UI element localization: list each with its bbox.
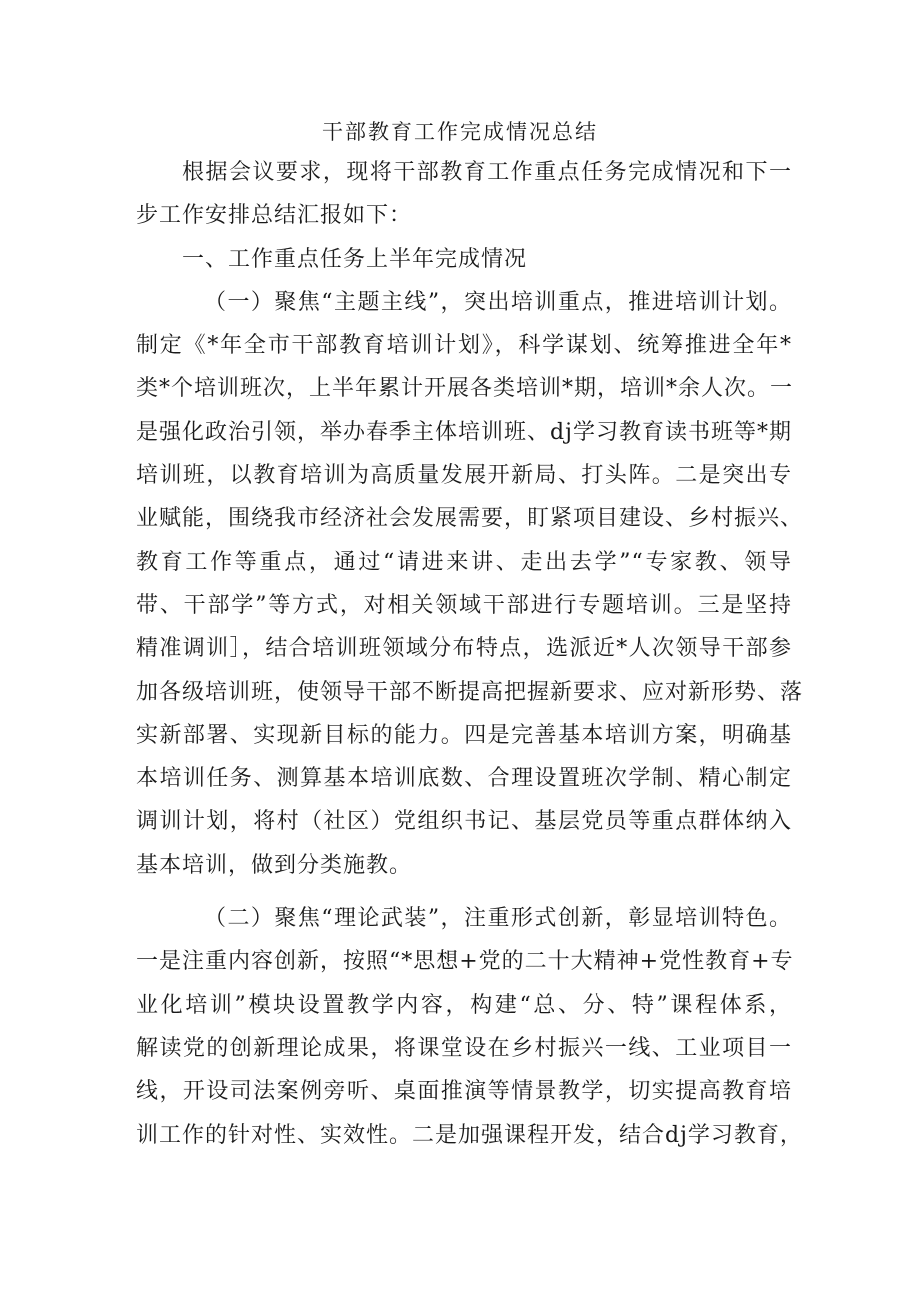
paragraph-line: 根据会议要求，现将干部教育工作重点任务完成情况和下一 bbox=[182, 160, 792, 185]
subsection-heading: （二）聚焦“理论武装”，注重形式创新，彰显培训特色。 bbox=[204, 906, 792, 932]
paragraph-line: 类*个培训班次，上半年累计开展各类培训*期，培训*余人次。一 bbox=[136, 376, 794, 402]
paragraph-line: 步工作安排总结汇报如下： bbox=[136, 203, 413, 229]
paragraph-line: 精准调训］，结合培训班领域分布特点，选派近*人次领导干部参 bbox=[136, 636, 792, 662]
paragraph-line: 业化培训”模块设置教学内容，构建“总、分、特”课程体系， bbox=[136, 992, 792, 1018]
paragraph-line: 是强化政治引领，举办春季主体培训班、dj学习教育读书班等*期 bbox=[136, 419, 792, 445]
paragraph-line: 一是注重内容创新，按照“*思想+党的二十大精神+党性教育+专 bbox=[136, 949, 794, 975]
paragraph-line: 教育工作等重点，通过“请进来讲、走出去学”“专家教、领导 bbox=[136, 549, 792, 575]
paragraph-line: 基本培训，做到分类施教。 bbox=[136, 852, 413, 878]
paragraph-line: 解读党的创新理论成果，将课堂设在乡村振兴一线、工业项目一 bbox=[136, 1035, 792, 1061]
paragraph-line: 线，开设司法案例旁听、桌面推演等情景教学，切实提高教育培 bbox=[136, 1079, 792, 1105]
subsection-heading: （一）聚焦“主题主线”，突出培训重点，推进培训计划。 bbox=[204, 289, 792, 315]
paragraph-line: 实新部署、实现新目标的能力。四是完善基本培训方案，明确基 bbox=[136, 722, 792, 748]
paragraph-line: 训工作的针对性、实效性。二是加强课程开发，结合dj学习教育， bbox=[136, 1122, 803, 1148]
paragraph-line: 本培训任务、测算基本培训底数、合理设置班次学制、精心制定 bbox=[136, 766, 792, 792]
paragraph-line: 加各级培训班，使领导干部不断提高把握新要求、应对新形势、落 bbox=[136, 679, 804, 705]
paragraph-line: 培训班，以教育培训为高质量发展开新局、打头阵。二是突出专 bbox=[136, 463, 792, 489]
paragraph-line: 带、干部学”等方式，对相关领域干部进行专题培训。三是坚持 bbox=[136, 592, 792, 618]
paragraph-line: 业赋能，围绕我市经济社会发展需要，盯紧项目建设、乡村振兴、 bbox=[136, 506, 804, 532]
section-heading: 一、工作重点任务上半年完成情况 bbox=[182, 246, 528, 272]
document-body bbox=[136, 151, 804, 1157]
paragraph-gap bbox=[136, 887, 792, 897]
document-title: 干部教育工作完成情况总结 bbox=[322, 120, 598, 144]
paragraph-line: 制定《*年全市干部教育培训计划》，科学谋划、统筹推进全年* bbox=[136, 333, 792, 359]
paragraph-line: 调训计划，将村（社区）党组织书记、基层党员等重点群体纳入 bbox=[136, 809, 792, 835]
